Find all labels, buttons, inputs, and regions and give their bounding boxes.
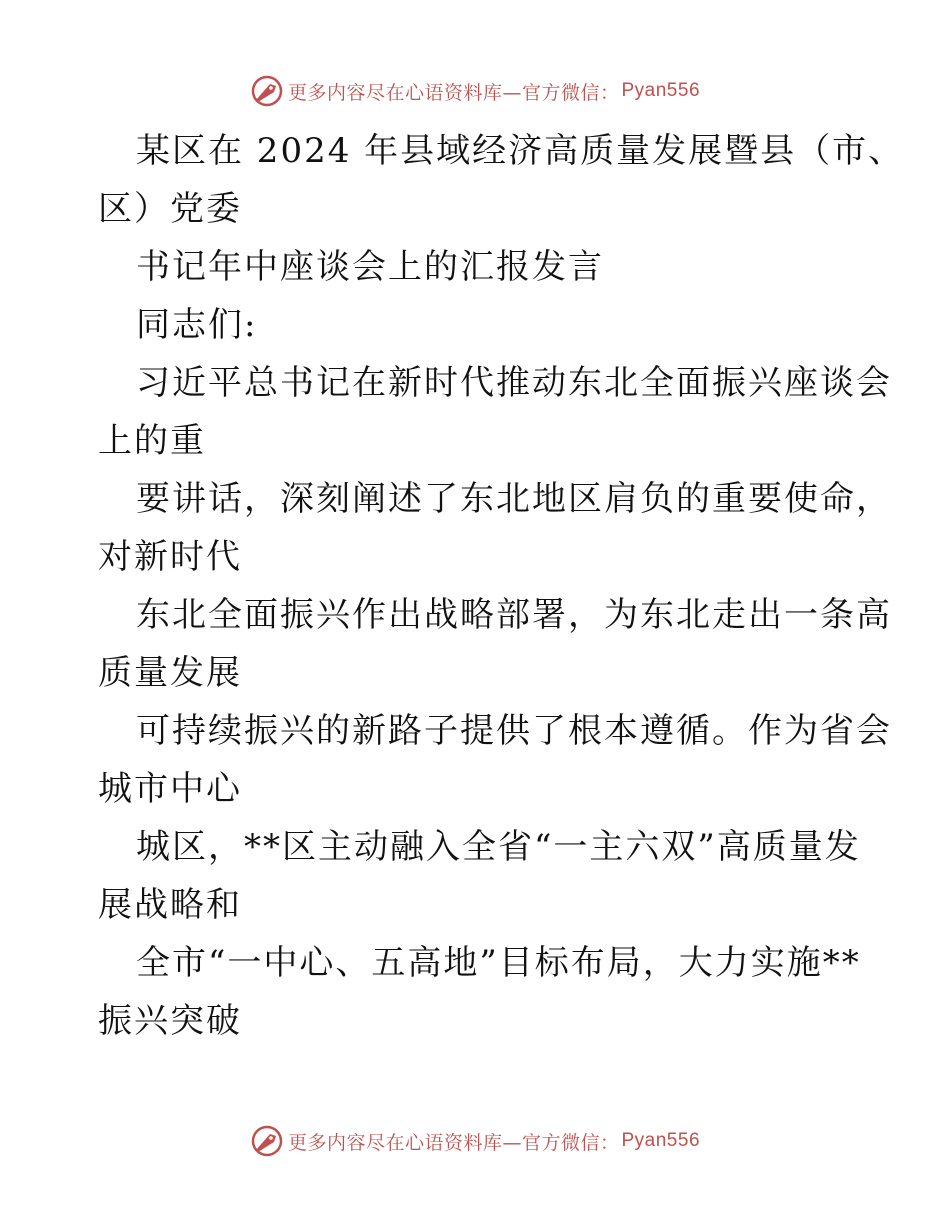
text-line: 上的重 <box>98 421 206 461</box>
text-line: 要讲话，深刻阐述了东北地区肩负的重要使命， <box>136 479 892 519</box>
text-line: 对新时代 <box>98 537 242 577</box>
pen-nib-logo-icon <box>250 1124 284 1158</box>
text-line: 振兴突破 <box>98 1001 242 1041</box>
text-line: 某区在 2024 年县域经济高质量发展暨县（市、 <box>136 131 905 171</box>
document-body <box>98 122 905 1050</box>
text-line: 可持续振兴的新路子提供了根本遵循。作为省会 <box>136 711 892 751</box>
text-line: 质量发展 <box>98 653 242 693</box>
footer-watermark <box>0 1124 950 1158</box>
text-line: 城市中心 <box>98 769 242 809</box>
header-watermark <box>0 74 950 108</box>
text-line: 书记年中座谈会上的汇报发言 <box>136 247 604 287</box>
watermark-wechat-id: Pyan556 <box>621 1130 701 1151</box>
text-line: 展战略和 <box>98 885 242 925</box>
watermark-text: 更多内容尽在心语资料库—官方微信： <box>287 1131 620 1154</box>
watermark-wechat-id: Pyan556 <box>621 80 701 101</box>
pen-nib-logo-icon <box>250 74 284 108</box>
text-line: 同志们: <box>136 305 258 345</box>
watermark-text: 更多内容尽在心语资料库—官方微信： <box>287 81 620 104</box>
text-line: 习近平总书记在新时代推动东北全面振兴座谈会 <box>136 363 892 403</box>
text-line: 东北全面振兴作出战略部署，为东北走出一条高 <box>136 595 892 635</box>
text-line: 城区，**区主动融入全省“一主六双”高质量发 <box>136 827 861 867</box>
text-line: 区）党委 <box>98 189 242 229</box>
text-line: 全市“一中心、五高地”目标布局，大力实施** <box>136 943 861 983</box>
